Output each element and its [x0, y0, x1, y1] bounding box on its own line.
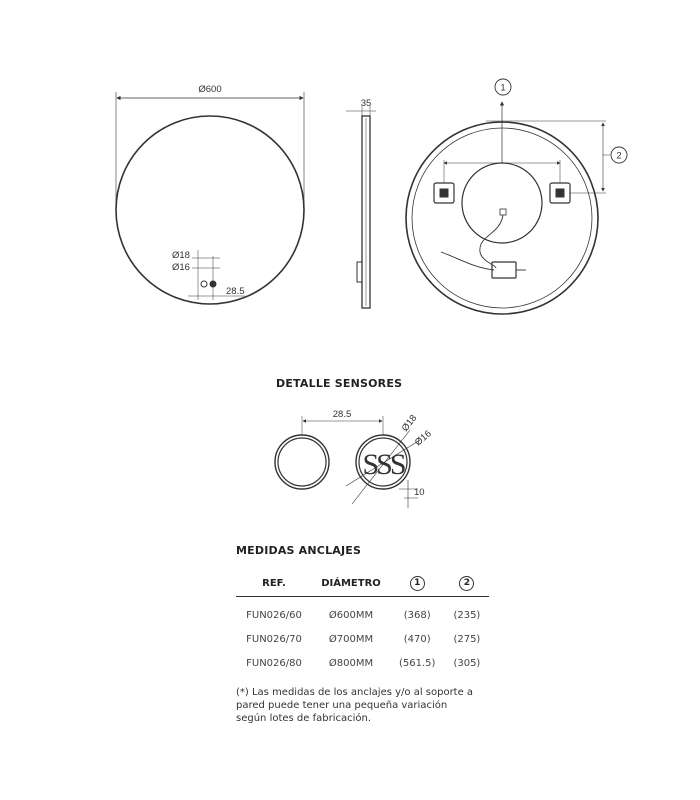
cell-ref: FUN026/70: [246, 633, 302, 645]
mirror-outline-front: [116, 116, 304, 304]
anchors-note: (*) Las medidas de los anclajes y/o al soporte a pared puede tener una pequeña variación según lotes de fabricación.: [236, 687, 474, 724]
anchor-slot-right: [556, 189, 564, 197]
sensor-left-front: [201, 281, 207, 287]
front-diameter-label: Ø600: [198, 84, 222, 95]
back-view: [406, 79, 627, 314]
cell-diameter: Ø800MM: [328, 657, 374, 669]
table-row: [236, 651, 489, 675]
col-2-circle: 2: [459, 576, 474, 591]
table-header-row: [236, 570, 489, 597]
detail-outer-diameter-label: Ø18: [399, 412, 420, 434]
col-1: [390, 570, 444, 597]
front-sensor-outer-label: Ø18: [172, 250, 190, 261]
sensor-detail-heading: DETALLE SENSORES: [276, 377, 403, 390]
touch-sensor-icon: SSS: [362, 448, 404, 481]
cell-1: (368): [403, 609, 431, 621]
cell-diameter: Ø700MM: [328, 633, 374, 645]
col-ref: REF.: [236, 570, 312, 597]
detail-inner-diameter-label: Ø16: [412, 428, 434, 449]
anchor-slot-left: [440, 189, 448, 197]
callout-1-number: 1: [500, 82, 506, 94]
col-2: [444, 570, 489, 597]
col-1-circle: 1: [410, 576, 425, 591]
driver-box: [492, 262, 516, 278]
anchors-heading: MEDIDAS ANCLAJES: [236, 544, 362, 557]
cell-2: (305): [453, 657, 481, 669]
side-depth-label: 35: [360, 98, 372, 109]
side-view: [346, 106, 376, 308]
detail-offset-label: 10: [414, 487, 425, 498]
cell-1: (561.5): [399, 657, 436, 669]
cell-ref: FUN026/60: [246, 609, 302, 621]
anchors-table: [236, 570, 489, 675]
central-light-disc: [462, 163, 542, 243]
cell-diameter: Ø600MM: [328, 609, 374, 621]
cell-2: (235): [453, 609, 481, 621]
front-sensor-spacing-label: 28.5: [226, 286, 245, 297]
cell-ref: FUN026/80: [246, 657, 302, 669]
sensor-right-front: [210, 281, 216, 287]
front-view: [116, 92, 304, 304]
detail-spacing-label: 28.5: [332, 409, 352, 420]
col-diameter: DIÁMETRO: [312, 570, 390, 597]
table-row: [236, 627, 489, 651]
cell-2: (275): [453, 633, 481, 645]
detail-sensor-left-inner: [278, 438, 326, 486]
front-sensor-inner-label: Ø16: [172, 262, 190, 273]
cell-1: (470): [403, 633, 431, 645]
side-switch-block: [357, 262, 362, 282]
sensor-chip-back: [500, 209, 506, 215]
detail-sensor-left-outer: [275, 435, 329, 489]
callout-2-number: 2: [616, 150, 622, 162]
table-row: [236, 597, 489, 628]
